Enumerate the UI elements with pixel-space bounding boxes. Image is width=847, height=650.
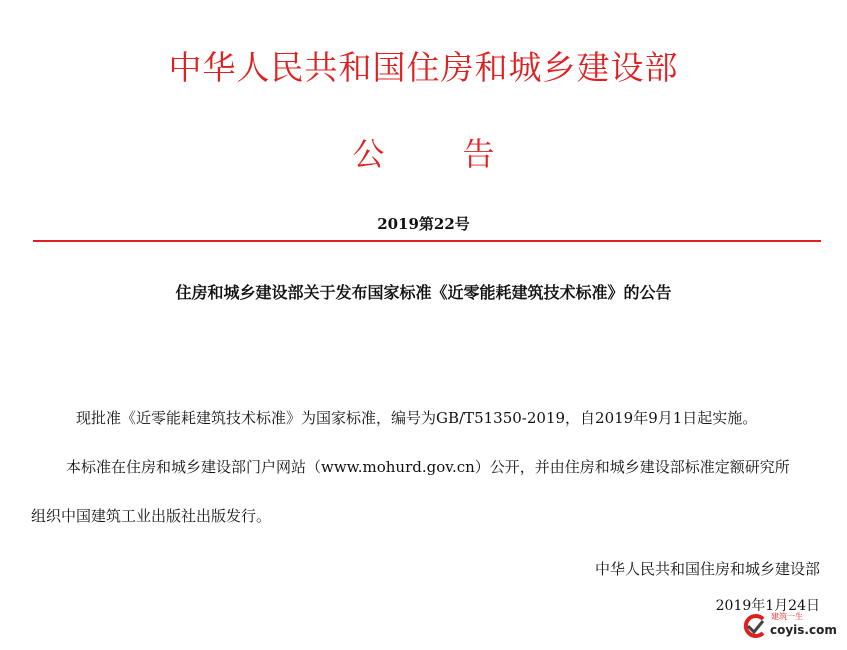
- watermark-logo-icon: [741, 612, 769, 640]
- document-number: 2019第22号: [377, 215, 470, 233]
- body-paragraph-1: 现批准《近零能耗建筑技术标准》为国家标准，编号为GB/T51350-2019，自2019年9月1日起实施。: [76, 409, 758, 427]
- issue-date: 2019年1月24日: [715, 598, 820, 614]
- signature-agency: 中华人民共和国住房和城乡建设部: [594, 560, 820, 578]
- body-paragraph-2-line-1: 本标准在住房和城乡建设部门户网站（www.mohurd.gov.cn）公开，并由住房和城乡建设部标准定额研究所: [66, 458, 790, 476]
- watermark-chinese-text: 建筑一生: [771, 612, 803, 621]
- body-paragraph-2-line-2: 组织中国建筑工业出版社出版发行。: [31, 507, 272, 525]
- red-divider: [33, 240, 821, 242]
- announcement-title: 公告: [352, 135, 573, 173]
- agency-header: 中华人民共和国住房和城乡建设部: [168, 48, 679, 87]
- notice-title: 住房和城乡建设部关于发布国家标准《近零能耗建筑技术标准》的公告: [175, 283, 672, 302]
- site-watermark: [741, 610, 841, 644]
- watermark-site-text: coyis.com: [770, 623, 837, 637]
